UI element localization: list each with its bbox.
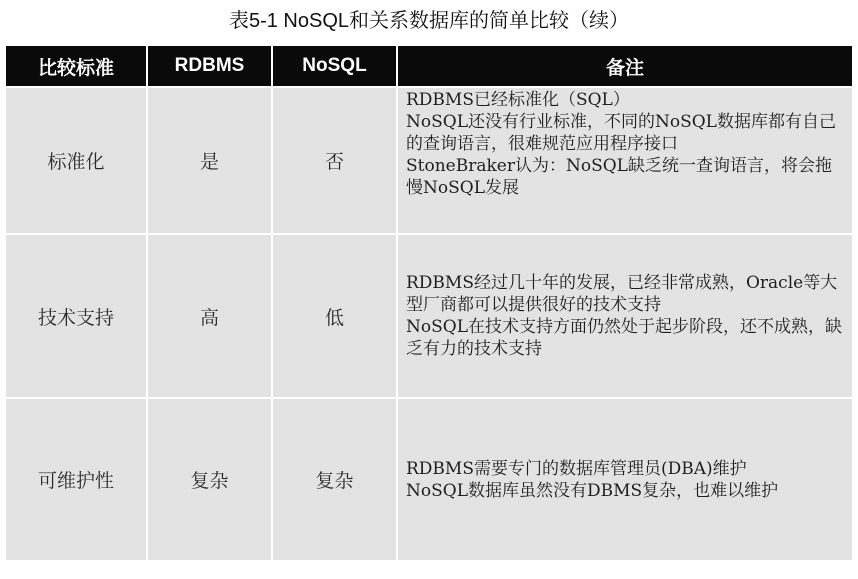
cell-nosql: 低 [272, 234, 397, 398]
note-line: RDBMS已经标准化（SQL） [406, 90, 630, 110]
table-caption [0, 6, 858, 35]
caption-suffix: 和关系数据库的简单比较（续） [349, 8, 630, 32]
note-line: NoSQL在技术支持方面仍然处于起步阶段，还不成熟，缺乏有力的技术支持 [406, 317, 842, 359]
note-line: RDBMS经过几十年的发展，已经非常成熟，Oracle等大型厂商都可以提供很好的技术支持 [406, 273, 838, 315]
table-row [6, 234, 852, 398]
cell-rdbms: 是 [147, 87, 272, 234]
cell-rdbms: 高 [147, 234, 272, 398]
caption-prefix: 表 [228, 8, 249, 32]
cell-notes [397, 234, 852, 398]
cell-notes [397, 87, 852, 234]
caption-number: 5-1 NoSQL [248, 10, 350, 32]
table-header-row [6, 46, 852, 87]
note-line: StoneBraker认为：NoSQL缺乏统一查询语言，将会拖慢NoSQL发展 [406, 156, 832, 198]
cell-notes [397, 398, 852, 560]
cell-criteria: 技术支持 [6, 234, 147, 398]
cell-nosql: 复杂 [272, 398, 397, 560]
cell-rdbms: 复杂 [147, 398, 272, 560]
comparison-table [6, 46, 852, 560]
note-line: NoSQL数据库虽然没有DBMS复杂，也难以维护 [406, 480, 779, 501]
header-nosql: NoSQL [272, 46, 397, 87]
table-row [6, 87, 852, 234]
cell-criteria: 可维护性 [6, 398, 147, 560]
table-row [6, 398, 852, 560]
note-line: RDBMS需要专门的数据库管理员(DBA)维护 [406, 458, 747, 479]
note-line: NoSQL还没有行业标准，不同的NoSQL数据库都有自己的查询语言，很难规范应用程序接口 [406, 112, 836, 154]
header-rdbms: RDBMS [147, 46, 272, 87]
cell-nosql: 否 [272, 87, 397, 234]
header-notes: 备注 [397, 46, 852, 87]
header-criteria: 比较标准 [6, 46, 147, 87]
cell-criteria: 标准化 [6, 87, 147, 234]
